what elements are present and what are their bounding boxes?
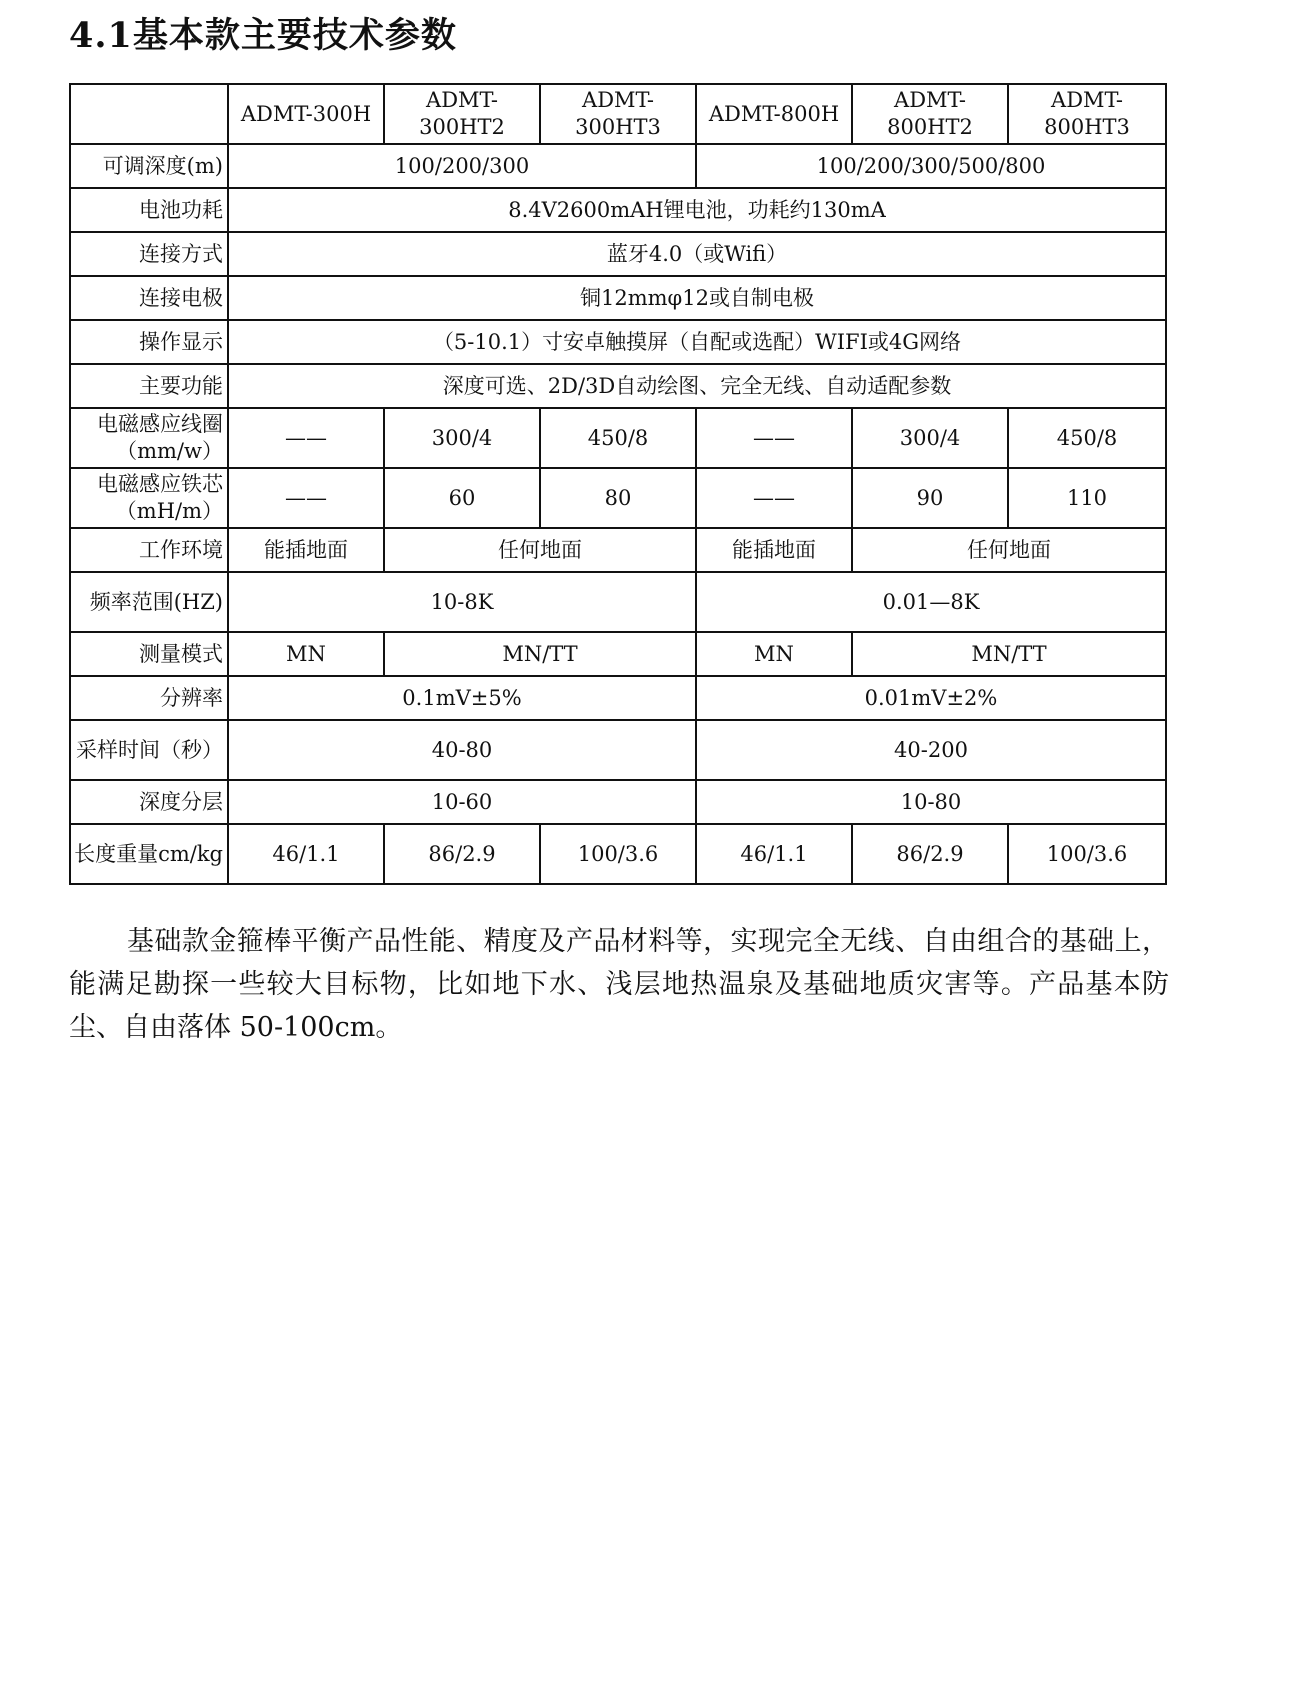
row-label: 电磁感应铁芯（mH/m） [70, 468, 228, 528]
table-row-sampling [70, 720, 1166, 780]
table-cell: 90 [852, 468, 1008, 528]
row-label: 采样时间（秒） [70, 720, 228, 780]
table-cell: 40-80 [228, 720, 696, 780]
table-cell: 110 [1008, 468, 1166, 528]
table-row-function [70, 364, 1166, 408]
table-cell: 300/4 [384, 408, 540, 468]
table-cell: 0.1mV±5% [228, 676, 696, 720]
table-cell: —— [696, 468, 852, 528]
row-label: 工作环境 [70, 528, 228, 572]
table-cell: MN [228, 632, 384, 676]
row-label: 电磁感应线圈（mm/w） [70, 408, 228, 468]
table-cell: 300/4 [852, 408, 1008, 468]
model-header: ADMT-800H [696, 84, 852, 144]
table-corner-cell [70, 84, 228, 144]
row-label: 频率范围(HZ) [70, 572, 228, 632]
table-cell: 0.01—8K [696, 572, 1166, 632]
table-cell: 80 [540, 468, 696, 528]
row-label: 长度重量cm/kg [70, 824, 228, 884]
row-label: 操作显示 [70, 320, 228, 364]
row-label: 分辨率 [70, 676, 228, 720]
table-cell: 蓝牙4.0（或Wifi） [228, 232, 1166, 276]
spec-table [69, 83, 1167, 885]
row-label: 测量模式 [70, 632, 228, 676]
row-label: 深度分层 [70, 780, 228, 824]
table-header-row [70, 84, 1166, 144]
table-row-core [70, 468, 1166, 528]
section-title: 4.1基本款主要技术参数 [69, 15, 457, 56]
table-cell: （5-10.1）寸安卓触摸屏（自配或选配）WIFI或4G网络 [228, 320, 1166, 364]
table-cell: 0.01mV±2% [696, 676, 1166, 720]
model-header: ADMT-800HT2 [852, 84, 1008, 144]
table-row-mode [70, 632, 1166, 676]
table-row-display [70, 320, 1166, 364]
table-cell: 10-80 [696, 780, 1166, 824]
table-cell: 60 [384, 468, 540, 528]
row-label: 连接电极 [70, 276, 228, 320]
table-cell: 450/8 [540, 408, 696, 468]
row-label: 连接方式 [70, 232, 228, 276]
table-row-electrode [70, 276, 1166, 320]
table-cell: 10-8K [228, 572, 696, 632]
table-cell: 100/200/300 [228, 144, 696, 188]
table-cell: 能插地面 [696, 528, 852, 572]
table-row-environment [70, 528, 1166, 572]
table-cell: 450/8 [1008, 408, 1166, 468]
table-cell: —— [228, 408, 384, 468]
table-cell: 100/3.6 [540, 824, 696, 884]
row-label: 主要功能 [70, 364, 228, 408]
table-row-battery [70, 188, 1166, 232]
table-cell: —— [228, 468, 384, 528]
table-cell: 任何地面 [852, 528, 1166, 572]
table-cell: 能插地面 [228, 528, 384, 572]
table-cell: 铜12mmφ12或自制电极 [228, 276, 1166, 320]
table-cell: 46/1.1 [696, 824, 852, 884]
table-cell: 10-60 [228, 780, 696, 824]
table-row-frequency [70, 572, 1166, 632]
row-label: 可调深度(m) [70, 144, 228, 188]
table-cell: 46/1.1 [228, 824, 384, 884]
table-row-length [70, 824, 1166, 884]
table-row-connection [70, 232, 1166, 276]
table-cell: —— [696, 408, 852, 468]
table-cell: 86/2.9 [384, 824, 540, 884]
table-row-layers [70, 780, 1166, 824]
model-header: ADMT-300HT3 [540, 84, 696, 144]
table-cell: 深度可选、2D/3D自动绘图、完全无线、自动适配参数 [228, 364, 1166, 408]
model-header: ADMT-800HT3 [1008, 84, 1166, 144]
table-cell: 86/2.9 [852, 824, 1008, 884]
table-cell: 100/200/300/500/800 [696, 144, 1166, 188]
table-cell: MN/TT [384, 632, 696, 676]
table-row-coil [70, 408, 1166, 468]
table-row-resolution [70, 676, 1166, 720]
table-row-depth [70, 144, 1166, 188]
table-cell: MN [696, 632, 852, 676]
description-paragraph: 基础款金箍棒平衡产品性能、精度及产品材料等，实现完全无线、自由组合的基础上，能满足勘探一些较大目标物，比如地下水、浅层地热温泉及基础地质灾害等。产品基本防尘、自由落体 50-100cm。 [69, 926, 1169, 1043]
table-cell: 100/3.6 [1008, 824, 1166, 884]
table-cell: 任何地面 [384, 528, 696, 572]
model-header: ADMT-300HT2 [384, 84, 540, 144]
table-cell: 8.4V2600mAH锂电池，功耗约130mA [228, 188, 1166, 232]
model-header: ADMT-300H [228, 84, 384, 144]
table-cell: 40-200 [696, 720, 1166, 780]
row-label: 电池功耗 [70, 188, 228, 232]
table-cell: MN/TT [852, 632, 1166, 676]
